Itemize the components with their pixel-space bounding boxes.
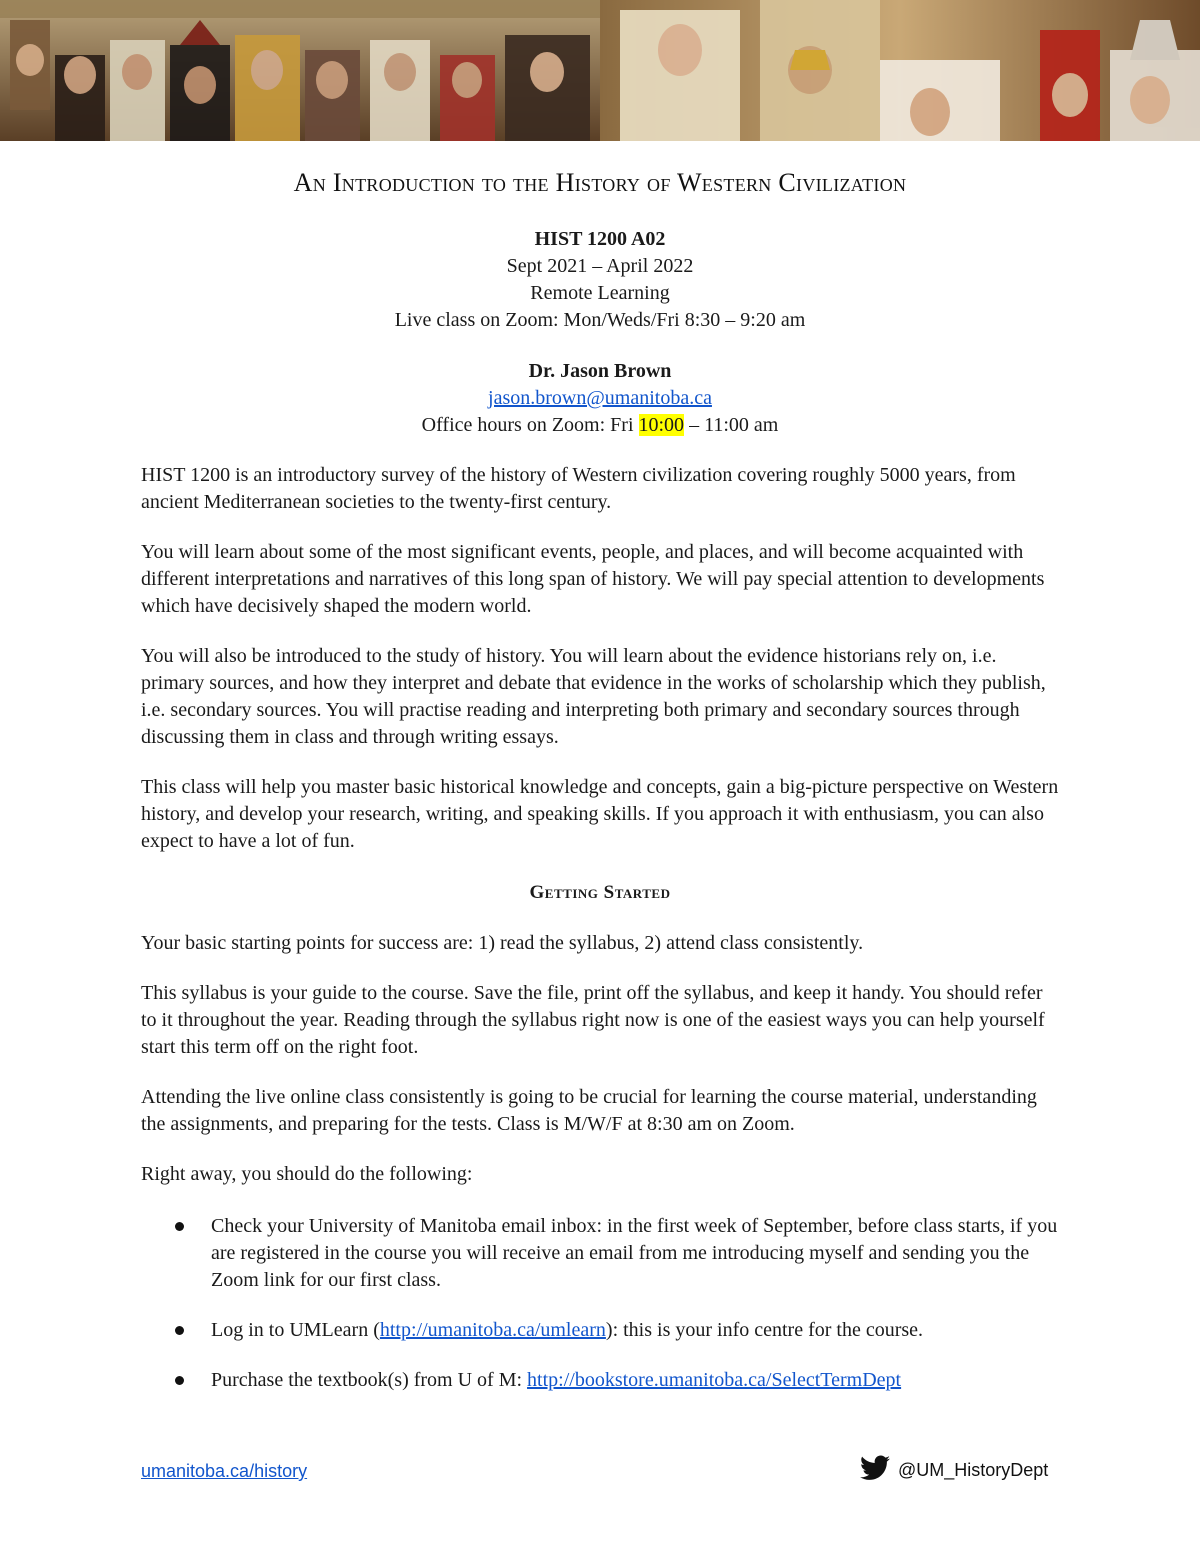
course-mode: Remote Learning (530, 282, 670, 304)
todo-list (141, 1213, 1061, 1417)
instructor-name: Dr. Jason Brown (528, 360, 672, 382)
banner-image (0, 0, 1200, 141)
course-info (0, 226, 1200, 334)
office-hours-highlight: 10:00 (638, 414, 685, 436)
instructor-info (0, 358, 1200, 439)
course-dates: Sept 2021 – April 2022 (506, 255, 694, 277)
intro-paragraph: You will learn about some of the most significant events, people, and places, and will become acquainted with different interpretations and narratives of this long span of history. We will pay special attention to developments which have decisively shaped the modern world. (141, 541, 1045, 617)
getting-started-paragraph: Your basic starting points for success are: 1) read the syllabus, 2) attend class consistently. (141, 932, 864, 954)
page-title: An Introduction to the History of Western Civilization (293, 168, 907, 197)
list-item (141, 1367, 1061, 1394)
office-hours-suffix: – 11:00 am (684, 414, 779, 436)
list-item-text: ): this is your info centre for the course. (605, 1319, 924, 1341)
bullet-icon (175, 1376, 184, 1385)
footer-website-link[interactable]: umanitoba.ca/history (141, 1461, 308, 1481)
bullet-icon (175, 1326, 184, 1335)
bookstore-link[interactable]: http://bookstore.umanitoba.ca/SelectTermDept (527, 1369, 902, 1391)
instructor-email-link[interactable]: jason.brown@umanitoba.ca (488, 387, 712, 409)
course-code: HIST 1200 A02 (534, 228, 666, 250)
course-schedule: Live class on Zoom: Mon/Weds/Fri 8:30 – 9:20 am (394, 309, 806, 331)
list-item (141, 1213, 1061, 1294)
list-item-text: Check your University of Manitoba email inbox: in the first week of September, before class starts, if you are registered in the course you will receive an email from me introducing myself and sending you the Zoom link for our first class. (211, 1215, 1058, 1291)
footer-twitter[interactable] (860, 1455, 1048, 1485)
list-item (141, 1317, 1061, 1344)
list-item-text: Purchase the textbook(s) from U of M: (211, 1369, 528, 1391)
twitter-handle: @UM_HistoryDept (898, 1459, 1049, 1480)
bullet-icon (175, 1222, 184, 1231)
list-item-text: Log in to UMLearn ( (211, 1319, 380, 1341)
getting-started-section (141, 930, 1061, 1211)
getting-started-paragraph: Attending the live online class consistently is going to be crucial for learning the course material, understanding the assignments, and preparing for the tests. Class is M/W/F at 8:30 am on Zoom. (141, 1086, 1037, 1135)
intro-paragraph: You will also be introduced to the study of history. You will learn about the evidence historians rely on, i.e. primary sources, and how they interpret and debate that evidence in the works of scholarship which they publish, i.e. secondary sources. You will practise reading and interpreting both primary and secondary sources through discussing them in class and through writing essays. (141, 645, 1046, 748)
getting-started-paragraph: This syllabus is your guide to the course. Save the file, print off the syllabus, and keep it handy. You should refer to it throughout the year. Reading through the syllabus right now is one of the easiest ways you can help yourself start this term off on the right foot. (141, 982, 1045, 1058)
intro-section (141, 462, 1061, 878)
office-hours (0, 412, 1200, 439)
umlearn-link[interactable]: http://umanitoba.ca/umlearn (379, 1319, 606, 1341)
office-hours-prefix: Office hours on Zoom: Fri (421, 414, 639, 436)
getting-started-paragraph: Right away, you should do the following: (141, 1163, 473, 1185)
getting-started-heading: Getting Started (529, 882, 671, 903)
intro-paragraph: HIST 1200 is an introductory survey of the history of Western civilization covering roughly 5000 years, from ancient Mediterranean societies to the twenty-first century. (141, 464, 1016, 513)
twitter-bird-icon (860, 1455, 890, 1486)
intro-paragraph: This class will help you master basic historical knowledge and concepts, gain a big-picture perspective on Western history, and develop your research, writing, and speaking skills. If you approach it with enthusiasm, you can also expect to have a lot of fun. (141, 776, 1059, 852)
